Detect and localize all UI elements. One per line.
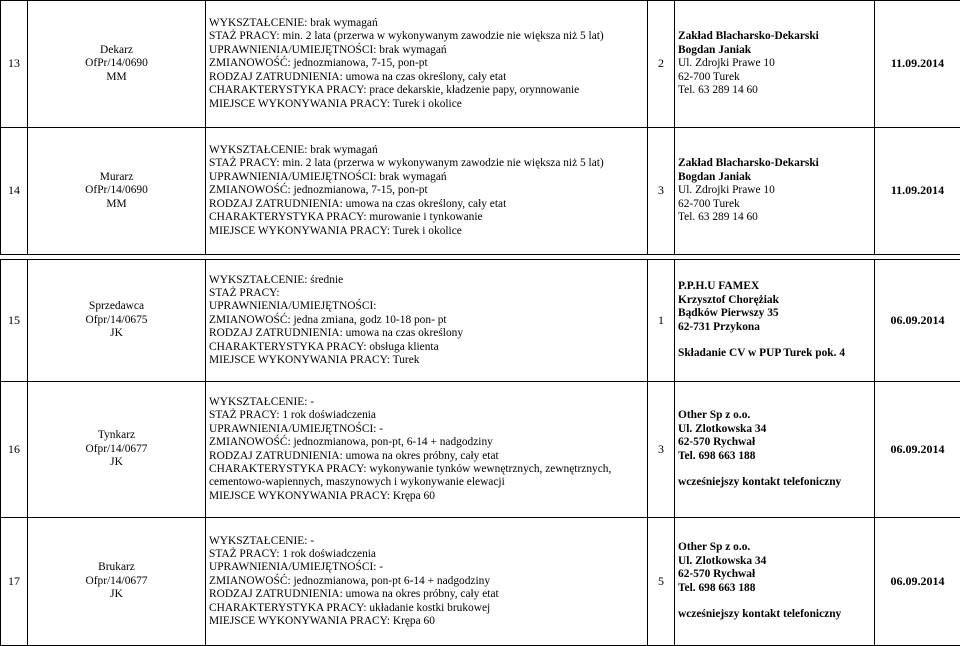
requirements-cell [206, 382, 648, 518]
employer-city: 62-570 Rychwał [678, 568, 871, 581]
employer-phone: Tel. 698 663 188 [678, 450, 871, 463]
requirements-cell [206, 1, 648, 128]
employer-city: 62-731 Przykona [678, 321, 871, 334]
advisor-initials: JK [31, 327, 202, 340]
row-number: 17 [1, 518, 28, 646]
job-description-line: CHARAKTERYSTYKA PRACY: obsługa klienta [209, 341, 644, 354]
employer-name: Other Sp z o.o. [678, 409, 871, 422]
position-title: Sprzedawca [31, 300, 202, 313]
shift-line: ZMIANOWOŚĆ: jedna zmiana, godz 10-18 pon- pt [209, 314, 644, 327]
qualifications-line: UPRAWNIENIA/UMIEJĘTNOŚCI: brak wymagań [209, 44, 644, 57]
employer-name: Zakład Blacharsko-Dekarski [678, 30, 871, 43]
education-line: WYKSZTAŁCENIE: - [209, 535, 644, 548]
advisor-initials: MM [31, 198, 202, 211]
shift-line: ZMIANOWOŚĆ: jednozmianowa, pon-pt 6-14 + nadgodziny [209, 575, 644, 588]
employer-city: 62-700 Turek [678, 198, 871, 211]
job-description-line: CHARAKTERYSTYKA PRACY: murowanie i tynkowanie [209, 211, 644, 224]
employer-phone: Tel. 63 289 14 60 [678, 211, 871, 224]
education-line: WYKSZTAŁCENIE: - [209, 396, 644, 409]
shift-line: ZMIANOWOŚĆ: jednozmianowa, 7-15, pon-pt [209, 57, 644, 70]
application-note: Składanie CV w PUP Turek pok. 4 [678, 347, 871, 360]
employer-street: Ul. Zlotkowska 34 [678, 423, 871, 436]
offer-date: 11.09.2014 [875, 128, 960, 255]
table-row [1, 260, 960, 382]
position-title: Brukarz [31, 561, 202, 574]
employment-type-line: RODZAJ ZATRUDNIENIA: umowa na okres próbny, cały etat [209, 588, 644, 601]
experience-line: STAŻ PRACY: min. 2 lata (przerwa w wykonywanym zawodzie nie większa niż 5 lat) [209, 30, 644, 43]
vacancy-count: 5 [648, 518, 675, 646]
employment-type-line: RODZAJ ZATRUDNIENIA: umowa na czas określony [209, 327, 644, 340]
position-cell [28, 1, 206, 128]
offer-date: 06.09.2014 [875, 382, 960, 518]
experience-line: STAŻ PRACY: [209, 287, 644, 300]
advisor-initials: JK [31, 456, 202, 469]
employer-street: Bądków Pierwszy 35 [678, 307, 871, 320]
offer-code: OfPr/14/0690 [31, 184, 202, 197]
offer-code: OfPr/14/0690 [31, 57, 202, 70]
employer-owner: Krzysztof Chorężiak [678, 294, 871, 307]
education-line: WYKSZTAŁCENIE: brak wymagań [209, 17, 644, 30]
spacer [678, 334, 871, 347]
workplace-line: MIEJSCE WYKONYWANIA PRACY: Turek i okolice [209, 225, 644, 238]
position-title: Tynkarz [31, 429, 202, 442]
employer-phone: Tel. 698 663 188 [678, 582, 871, 595]
offer-date: 06.09.2014 [875, 260, 960, 382]
qualifications-line: UPRAWNIENIA/UMIEJĘTNOŚCI: brak wymagań [209, 171, 644, 184]
employer-name: Zakład Blacharsko-Dekarski [678, 157, 871, 170]
position-title: Dekarz [31, 44, 202, 57]
row-number: 15 [1, 260, 28, 382]
advisor-initials: JK [31, 588, 202, 601]
workplace-line: MIEJSCE WYKONYWANIA PRACY: Krępa 60 [209, 490, 644, 503]
job-description-line: CHARAKTERYSTYKA PRACY: układanie kostki brukowej [209, 602, 644, 615]
employer-street: Ul. Zlotkowska 34 [678, 555, 871, 568]
experience-line: STAŻ PRACY: 1 rok doświadczenia [209, 409, 644, 422]
table-row [1, 128, 960, 255]
employment-type-line: RODZAJ ZATRUDNIENIA: umowa na czas określony, cały etat [209, 71, 644, 84]
employer-cell [675, 518, 875, 646]
employer-cell [675, 1, 875, 128]
table-row [1, 1, 960, 128]
employment-type-line: RODZAJ ZATRUDNIENIA: umowa na okres próbny, cały etat [209, 450, 644, 463]
row-number: 14 [1, 128, 28, 255]
employer-name: P.P.H.U FAMEX [678, 280, 871, 293]
employer-cell [675, 260, 875, 382]
advisor-initials: MM [31, 71, 202, 84]
job-description-line: CHARAKTERYSTYKA PRACY: prace dekarskie, kładzenie papy, orynnowanie [209, 84, 644, 97]
position-cell [28, 382, 206, 518]
spacer [678, 595, 871, 608]
employer-street: Ul. Zdrojki Prawe 10 [678, 184, 871, 197]
experience-line: STAŻ PRACY: 1 rok doświadczenia [209, 548, 644, 561]
table-row [1, 382, 960, 518]
position-cell [28, 128, 206, 255]
qualifications-line: UPRAWNIENIA/UMIEJĘTNOŚCI: [209, 300, 644, 313]
employer-owner: Bogdan Janiak [678, 171, 871, 184]
employment-type-line: RODZAJ ZATRUDNIENIA: umowa na czas określony, cały etat [209, 198, 644, 211]
shift-line: ZMIANOWOŚĆ: jednozmianowa, 7-15, pon-pt [209, 184, 644, 197]
position-cell [28, 260, 206, 382]
contact-note: wcześniejszy kontakt telefoniczny [678, 608, 871, 621]
job-description-line: CHARAKTERYSTYKA PRACY: wykonywanie tynków wewnętrznych, zewnętrznych, cementowo-wapiennych, maszynowych i wykonywanie elewacji [209, 463, 644, 490]
row-number: 13 [1, 1, 28, 128]
offer-code: Ofpr/14/0675 [31, 314, 202, 327]
education-line: WYKSZTAŁCENIE: średnie [209, 274, 644, 287]
vacancy-count: 3 [648, 382, 675, 518]
requirements-cell [206, 260, 648, 382]
qualifications-line: UPRAWNIENIA/UMIEJĘTNOŚCI: - [209, 423, 644, 436]
spacer [678, 463, 871, 476]
contact-note: wcześniejszy kontakt telefoniczny [678, 476, 871, 489]
workplace-line: MIEJSCE WYKONYWANIA PRACY: Turek [209, 354, 644, 367]
shift-line: ZMIANOWOŚĆ: jednozmianowa, pon-pt, 6-14 + nadgodziny [209, 436, 644, 449]
employer-city: 62-570 Rychwał [678, 436, 871, 449]
employer-street: Ul. Zdrojki Prawe 10 [678, 57, 871, 70]
workplace-line: MIEJSCE WYKONYWANIA PRACY: Krępa 60 [209, 615, 644, 628]
employer-city: 62-700 Turek [678, 71, 871, 84]
employer-owner: Bogdan Janiak [678, 44, 871, 57]
employer-name: Other Sp z o.o. [678, 541, 871, 554]
education-line: WYKSZTAŁCENIE: brak wymagań [209, 144, 644, 157]
qualifications-line: UPRAWNIENIA/UMIEJĘTNOŚCI: - [209, 561, 644, 574]
offer-date: 06.09.2014 [875, 518, 960, 646]
row-number: 16 [1, 382, 28, 518]
vacancy-count: 2 [648, 1, 675, 128]
employer-cell [675, 382, 875, 518]
requirements-cell [206, 128, 648, 255]
offer-code: Ofpr/14/0677 [31, 443, 202, 456]
employer-cell [675, 128, 875, 255]
vacancy-count: 3 [648, 128, 675, 255]
workplace-line: MIEJSCE WYKONYWANIA PRACY: Turek i okolice [209, 98, 644, 111]
position-cell [28, 518, 206, 646]
employer-phone: Tel. 63 289 14 60 [678, 84, 871, 97]
table-row [1, 518, 960, 646]
offer-date: 11.09.2014 [875, 1, 960, 128]
vacancy-count: 1 [648, 260, 675, 382]
position-title: Murarz [31, 171, 202, 184]
experience-line: STAŻ PRACY: min. 2 lata (przerwa w wykonywanym zawodzie nie większa niż 5 lat) [209, 157, 644, 170]
requirements-cell [206, 518, 648, 646]
offer-code: Ofpr/14/0677 [31, 575, 202, 588]
